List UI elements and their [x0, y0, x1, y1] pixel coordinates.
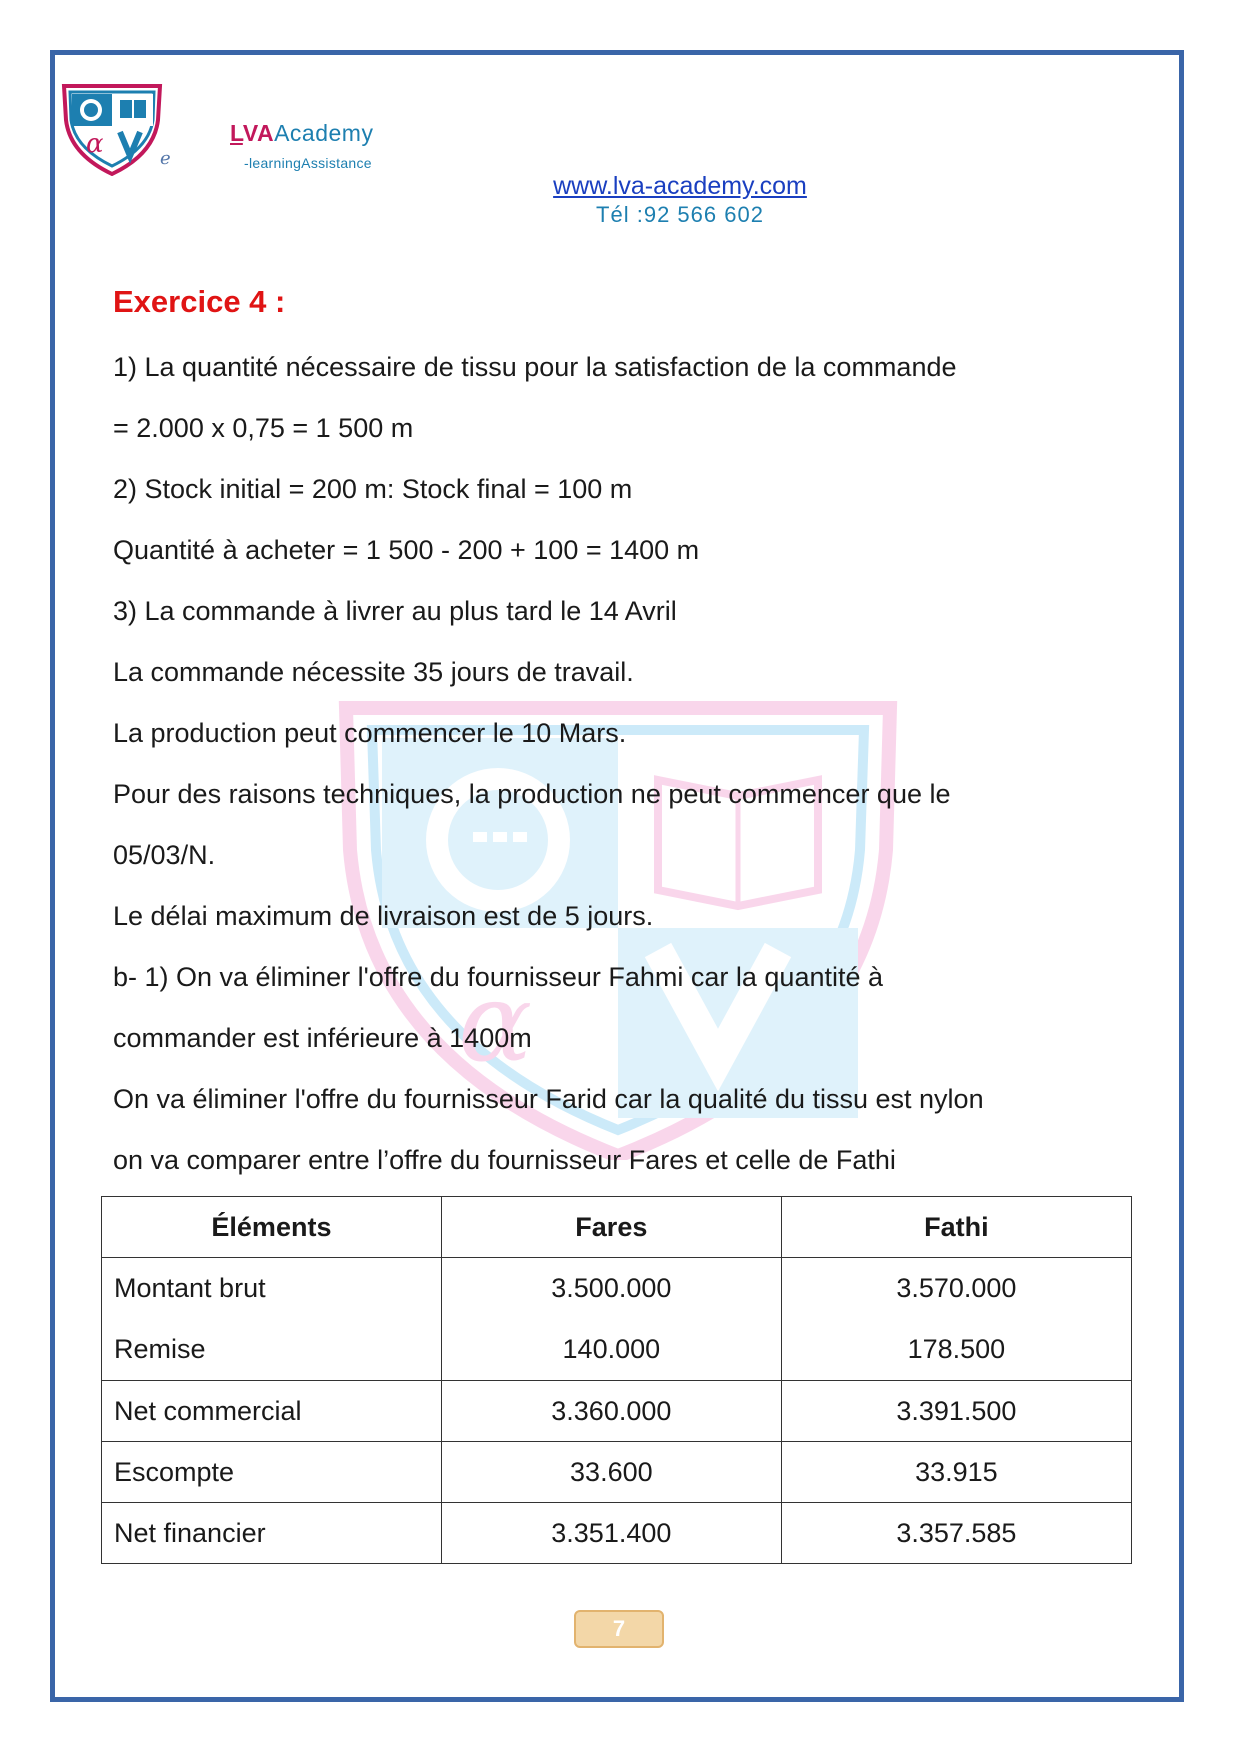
lva-shield-logo-icon: [58, 80, 166, 176]
brand-academy: Academy: [274, 120, 374, 146]
exercise-line: Pour des raisons techniques, la production ne peut commencer que le: [113, 779, 951, 809]
table-header-row: [102, 1197, 1132, 1258]
exercise-line: 3) La commande à livrer au plus tard le 14 Avril: [113, 596, 677, 626]
exercise-line: b- 1) On va éliminer l'offre du fournisseur Fahmi car la quantité à: [113, 962, 884, 992]
fathi-montant-brut: 3.570.000: [896, 1273, 1017, 1303]
exercise-line: 05/03/N.: [113, 840, 216, 870]
brand-va: VA: [242, 120, 275, 146]
fathi-net-financier: 3.357.585: [781, 1503, 1131, 1564]
exercise-line: on va comparer entre l’offre du fournisseur Fares et celle de Fathi: [113, 1145, 896, 1175]
row-label-net-commercial: Net commercial: [102, 1381, 442, 1442]
brand-l: L: [230, 120, 243, 146]
exercise-line: 1) La quantité nécessaire de tissu pour la satisfaction de la commande: [113, 352, 957, 382]
phone-number: Tél :92 566 602: [596, 202, 764, 227]
row-label-escompte: Escompte: [102, 1442, 442, 1503]
fathi-values: [781, 1258, 1131, 1381]
table-row: [102, 1442, 1132, 1503]
exercise-line: Le délai maximum de livraison est de 5 jours.: [113, 901, 654, 931]
exercise-title: Exercice 4 :: [113, 284, 286, 319]
fares-net-commercial: 3.360.000: [441, 1381, 781, 1442]
fares-net-financier: 3.351.400: [441, 1503, 781, 1564]
column-header-elements: Éléments: [102, 1197, 442, 1258]
fares-montant-brut: 3.500.000: [551, 1273, 672, 1303]
fares-escompte: 33.600: [441, 1442, 781, 1503]
fares-remise: 140.000: [562, 1334, 661, 1364]
row-label-montant-brut: Montant brut: [114, 1273, 266, 1303]
brand-name: [230, 120, 373, 147]
exercise-line: commander est inférieure à 1400m: [113, 1023, 532, 1053]
table-row: [102, 1381, 1132, 1442]
fathi-escompte: 33.915: [781, 1442, 1131, 1503]
fathi-remise: 178.500: [907, 1334, 1006, 1364]
brand-tagline: -learningAssistance: [244, 155, 372, 171]
table-row: [102, 1258, 1132, 1381]
row-label-net-financier: Net financier: [102, 1503, 442, 1564]
exercise-line: La commande nécessite 35 jours de travail.: [113, 657, 634, 687]
row-labels: [102, 1258, 442, 1381]
exercise-line: = 2.000 x 0,75 = 1 500 m: [113, 413, 414, 443]
row-label-remise: Remise: [114, 1334, 206, 1364]
column-header-fathi: Fathi: [781, 1197, 1131, 1258]
brand-e-letter: e: [160, 148, 171, 169]
website-link[interactable]: www.lva-academy.com: [553, 172, 807, 200]
page-number: 7: [574, 1610, 664, 1648]
supplier-comparison-table: [101, 1196, 1132, 1564]
exercise-line: Quantité à acheter = 1 500 - 200 + 100 = 1400 m: [113, 535, 700, 565]
exercise-line: La production peut commencer le 10 Mars.: [113, 718, 627, 748]
fathi-net-commercial: 3.391.500: [781, 1381, 1131, 1442]
svg-text:α: α: [458, 958, 533, 1086]
column-header-fares: Fares: [441, 1197, 781, 1258]
svg-text:α: α: [86, 129, 104, 159]
exercise-line: 2) Stock initial = 200 m: Stock final = 100 m: [113, 474, 633, 504]
table-row: [102, 1503, 1132, 1564]
fares-values: [441, 1258, 781, 1381]
exercise-line: On va éliminer l'offre du fournisseur Farid car la qualité du tissu est nylon: [113, 1084, 984, 1114]
